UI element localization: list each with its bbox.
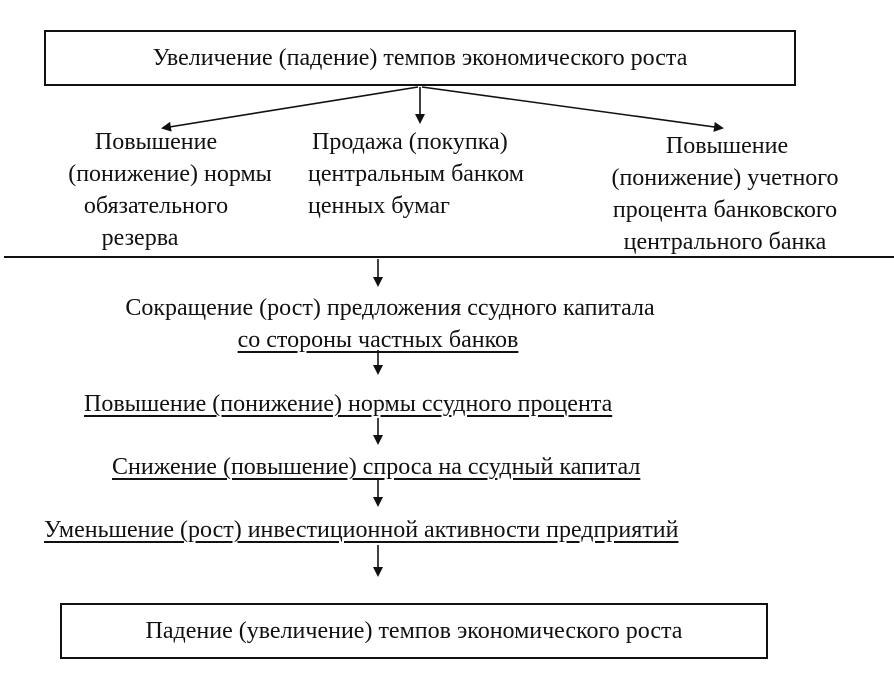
instrument-reserve-line-2: (понижение) нормы (68, 161, 272, 187)
instrument-reserve-line-4: резерва (101, 225, 179, 251)
chain-step-loan-demand (112, 451, 640, 483)
instrument-discount-line-3: процента банковского (612, 197, 838, 223)
top-box-economic-growth (44, 30, 796, 86)
chain-step-1-line-1: Сокращение (рост) предложения ссудного капитала (125, 295, 655, 321)
instrument-reserve-line-3: обязательного (83, 193, 229, 219)
chain-step-investment-activity (44, 514, 678, 546)
chain-step-4-text: Уменьшение (рост) инвестиционной активности предприятий (44, 517, 679, 543)
instrument-discount-rate (580, 126, 870, 254)
instrument-discount-line-2: (понижение) учетного (611, 165, 839, 191)
chain-step-1-line-2 (58, 324, 698, 356)
instrument-reserve-line-1: Повышение (94, 129, 218, 155)
chain-step-loan-interest-rate (84, 388, 612, 420)
top-box-text: Увеличение (падение) темпов экономического роста (152, 44, 688, 71)
instrument-securities (304, 126, 574, 222)
instrument-securities-line-1: Продажа (покупка) (312, 129, 508, 155)
instrument-discount-line-1: Повышение (665, 133, 789, 159)
chain-step-3-text: Снижение (повышение) спроса на ссудный капитал (112, 454, 641, 480)
instrument-securities-line-3: ценных бумаг (308, 193, 450, 219)
arrow-to-discount-rate (422, 87, 722, 128)
bottom-box-economic-growth (60, 603, 768, 659)
instrument-securities-line-2: центральным банком (308, 161, 524, 187)
instrument-reserve-requirement (30, 126, 310, 254)
instrument-discount-line-4: центрального банка (623, 229, 827, 255)
chain-step-loan-capital-supply (70, 292, 710, 356)
bottom-box-text: Падение (увеличение) темпов экономического роста (145, 617, 683, 644)
chain-step-1-line-2-text: со стороны частных банков (237, 327, 519, 353)
arrow-to-reserve (163, 87, 418, 128)
chain-step-2-text: Повышение (понижение) нормы ссудного процента (84, 391, 613, 417)
